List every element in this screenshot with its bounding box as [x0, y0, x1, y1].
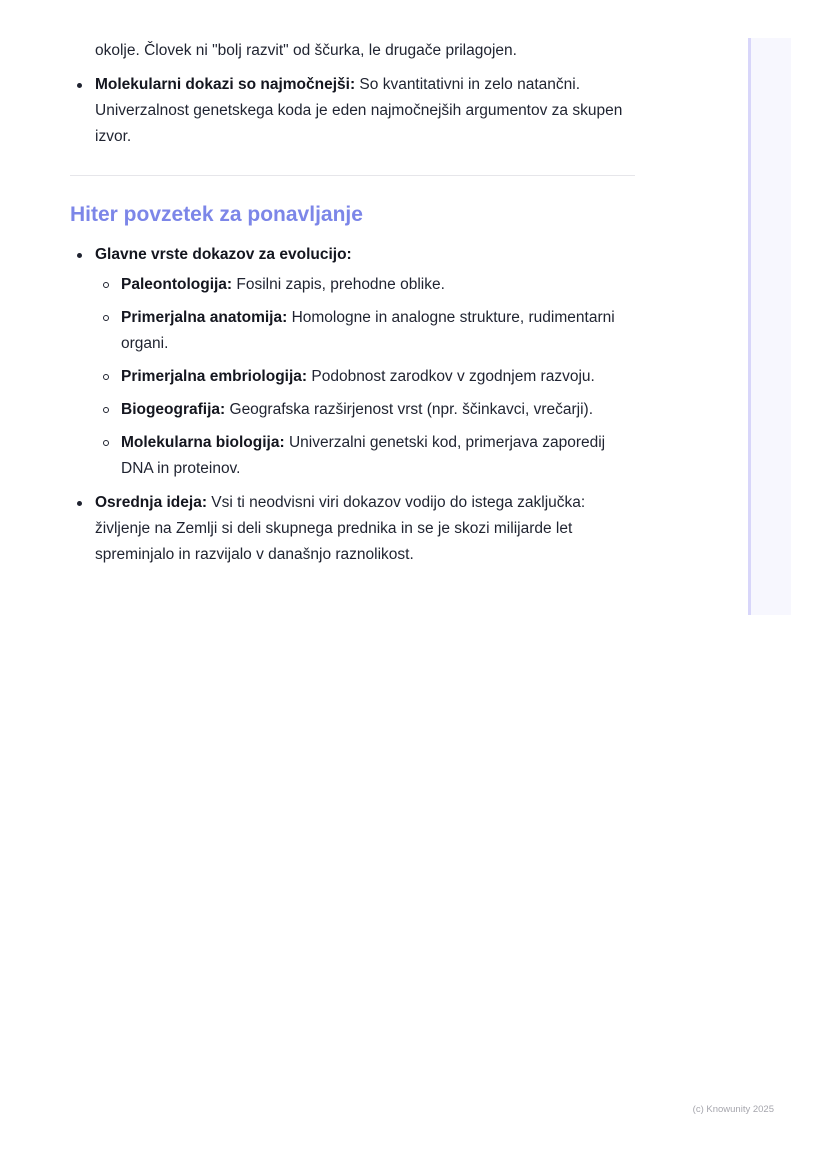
sub-item-text: Homologne in analogne strukture, rudimentarni organi.: [121, 309, 615, 352]
sub-list-item: [95, 364, 635, 390]
sub-list-item: [95, 430, 635, 482]
sub-item-text: Geografska razširjenost vrst (npr. ščinkavci, vrečarji).: [225, 401, 594, 418]
list-item: [70, 490, 635, 568]
sub-item-text: Fosilni zapis, prehodne oblike.: [232, 276, 445, 293]
sub-list-item: [95, 305, 635, 357]
bullet-term: Osrednja ideja:: [95, 494, 207, 511]
section-title: Hiter povzetek za ponavljanje: [70, 203, 363, 226]
summary-list: [70, 242, 635, 568]
sub-item-term: Biogeografija:: [121, 401, 226, 418]
bullet-text: So kvantitativni in zelo natančni. Univerzalnost genetskega koda je eden najmočnejših argumentov za skupen izvor.: [95, 76, 623, 145]
sub-list-item: [95, 272, 635, 298]
section-divider: [70, 175, 635, 176]
sub-item-text: Podobnost zarodkov v zgodnjem razvoju.: [307, 368, 595, 385]
sub-item-term: Paleontologija:: [121, 276, 233, 293]
sub-item-term: Primerjalna anatomija:: [121, 309, 288, 326]
sub-item-text: Univerzalni genetski kod, primerjava zaporedij DNA in proteinov.: [121, 434, 606, 477]
sub-item-term: Molekularna biologija:: [121, 434, 285, 451]
top-bullet-list: [70, 72, 635, 150]
document-content: [70, 38, 635, 576]
bullet-term: Glavne vrste dokazov za evolucijo:: [95, 246, 352, 263]
list-item: [70, 72, 635, 150]
bullet-term: Molekularni dokazi so najmočnejši:: [95, 76, 356, 93]
list-item: [70, 242, 635, 482]
margin-note-panel: [748, 38, 791, 615]
sub-list-item: [95, 397, 635, 423]
evidence-sublist: [95, 272, 635, 482]
intro-continuation: okolje. Človek ni "bolj razvit" od ščurka, le drugače prilagojen.: [95, 42, 517, 59]
bullet-text: Vsi ti neodvisni viri dokazov vodijo do istega zaključka: življenje na Zemlji si deli skupnega prednika in se je skozi milijarde let spreminjalo in razvijalo v današnjo raznolikost.: [95, 494, 586, 563]
sub-item-term: Primerjalna embriologija:: [121, 368, 308, 385]
footer-copyright: (c) Knowunity 2025: [692, 1104, 774, 1115]
